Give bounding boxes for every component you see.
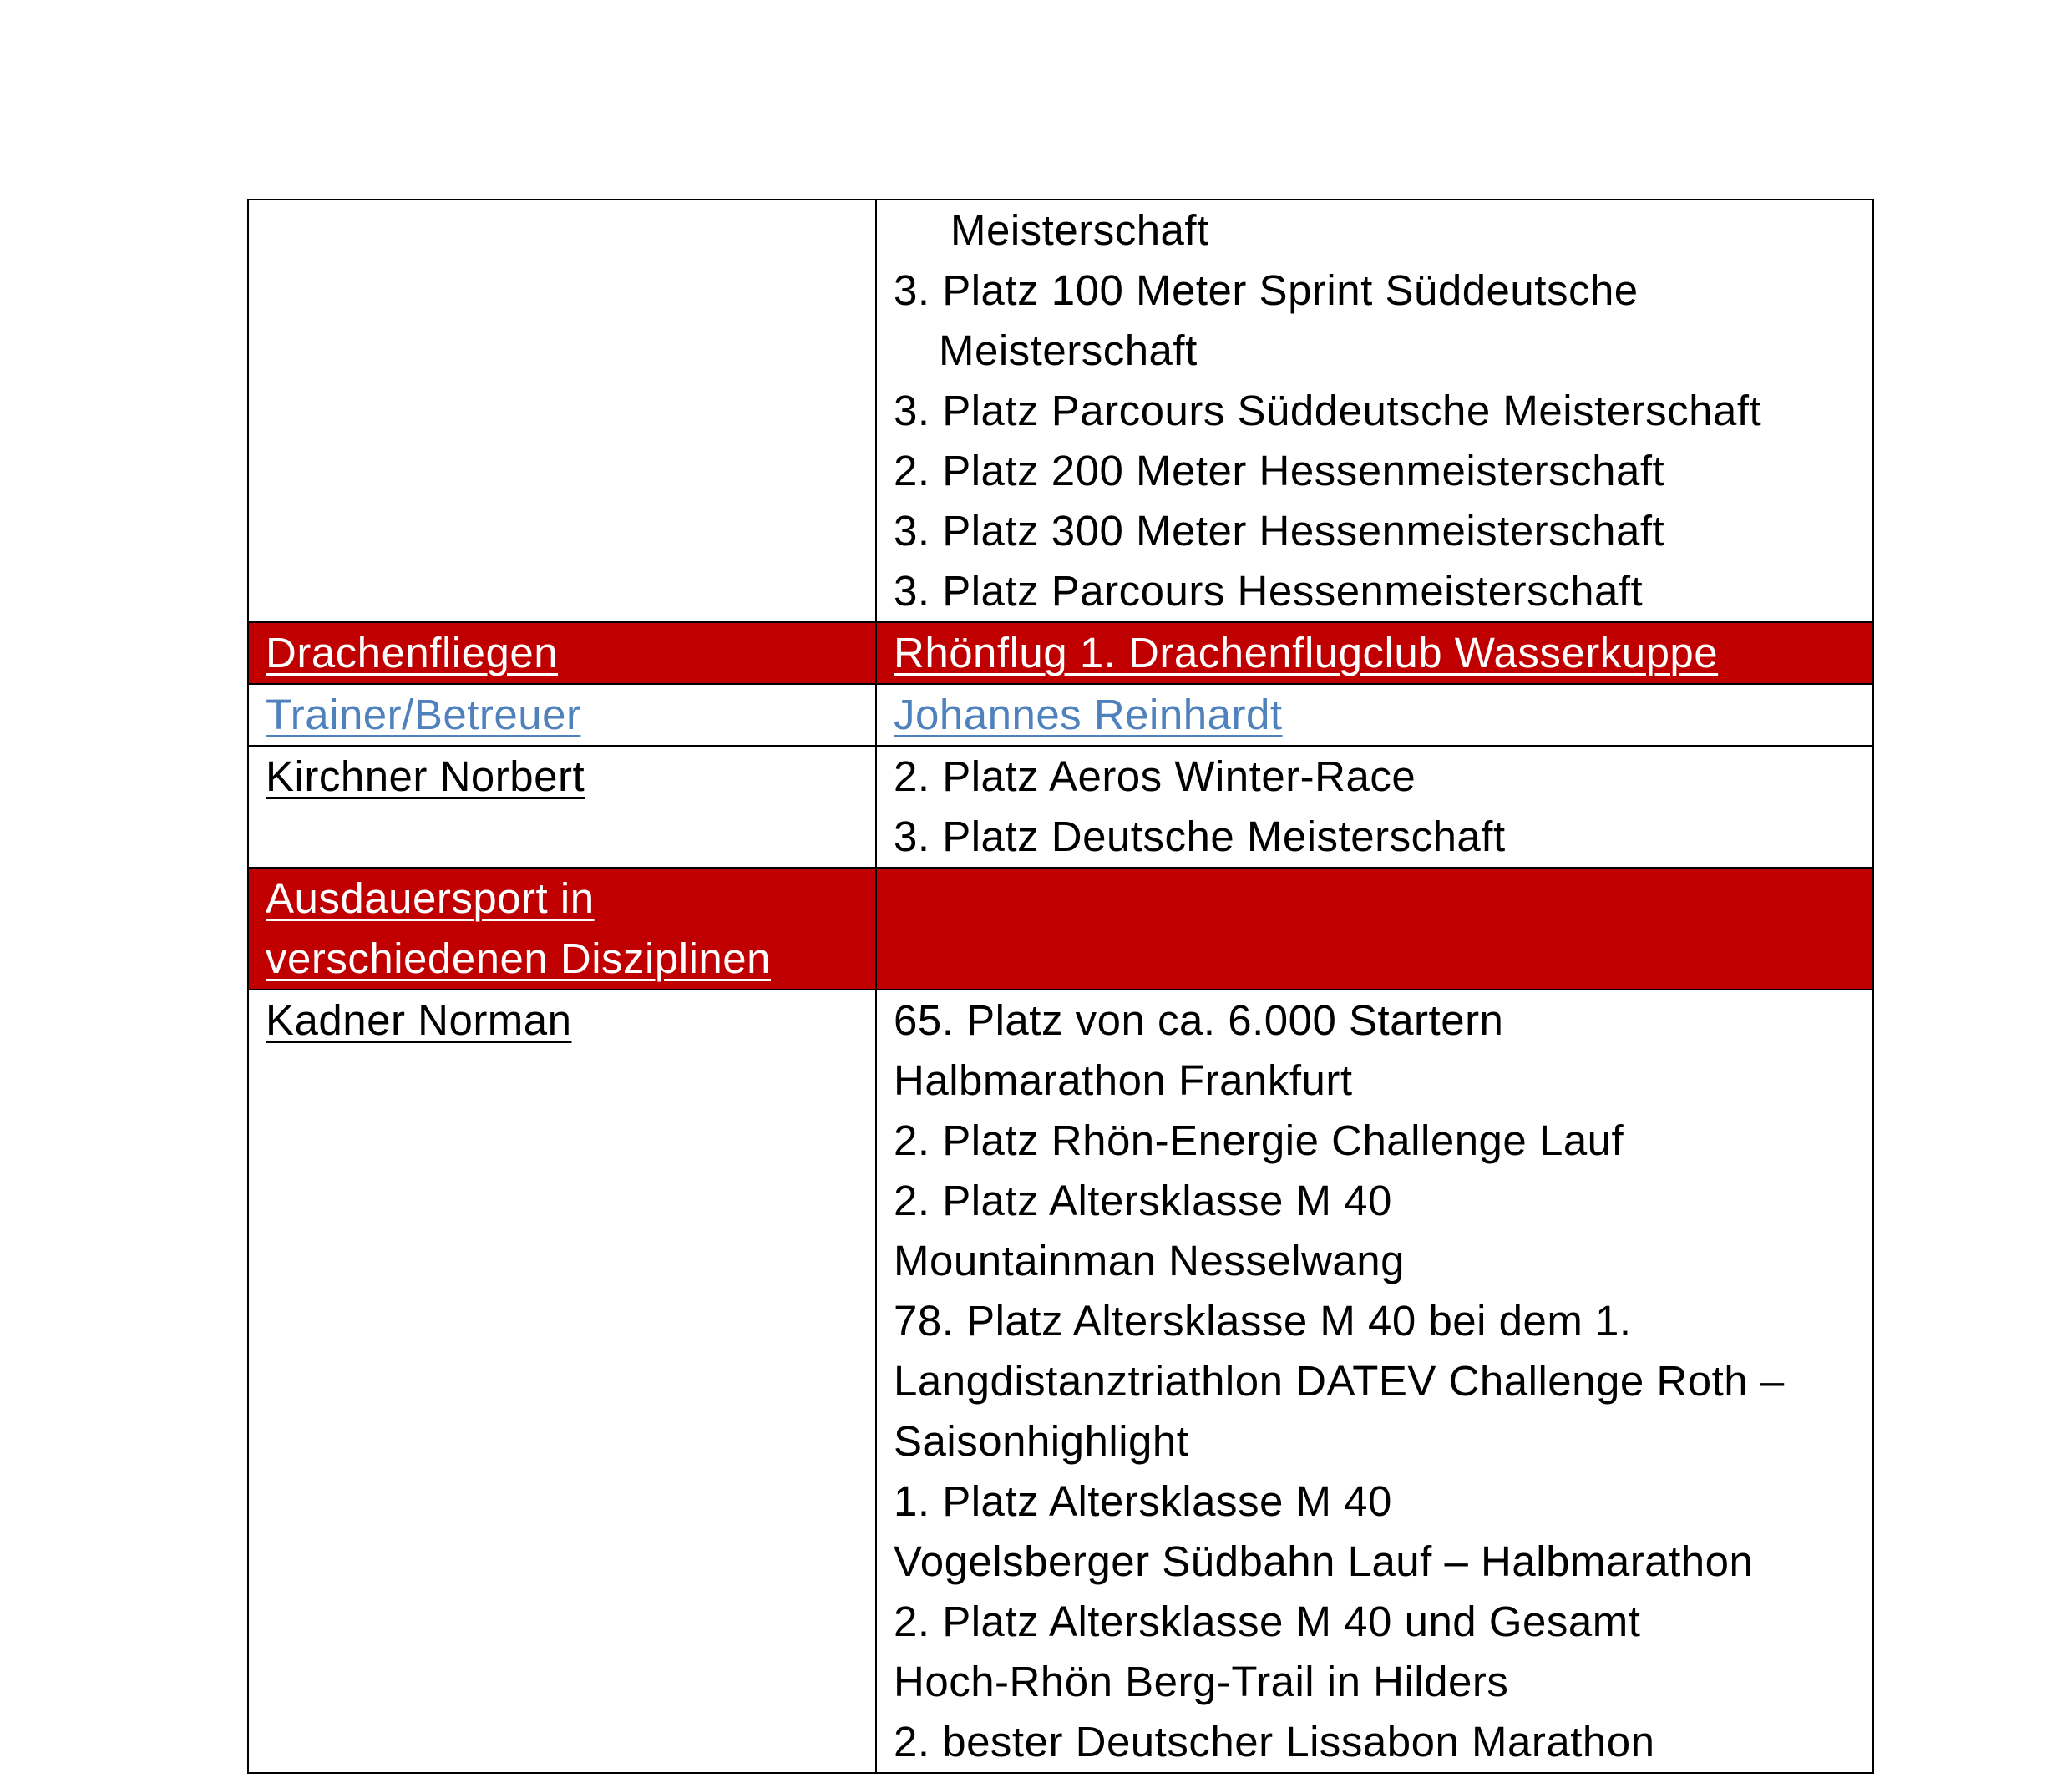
results-table <box>247 199 1874 1774</box>
result-line: 3. Platz Parcours Hessenmeisterschaft <box>894 567 1644 615</box>
result-line: 2. bester Deutscher Lissabon Marathon <box>894 1718 1655 1765</box>
right-cell <box>876 990 1873 1773</box>
result-line: Vogelsberger Südbahn Lauf – Halbmarathon <box>894 1537 1754 1585</box>
result-line: Mountainman Nesselwang <box>894 1237 1405 1284</box>
trainer-name-link[interactable]: Johannes Reinhardt <box>894 691 1283 738</box>
category-drachenfliegen: Drachenfliegen <box>266 629 559 676</box>
result-line: 3. Platz 100 Meter Sprint Süddeutsche <box>894 266 1639 314</box>
table-row <box>248 746 1873 868</box>
result-line: 1. Platz Altersklasse M 40 <box>894 1477 1392 1525</box>
event-title: Rhönflug 1. Drachenflugclub Wasserkuppe <box>894 629 1719 676</box>
left-cell <box>248 684 876 746</box>
category-ausdauersport: verschiedenen Disziplinen <box>266 935 772 982</box>
athlete-name: Kirchner Norbert <box>266 752 585 800</box>
result-line: Halbmarathon Frankfurt <box>894 1056 1353 1104</box>
category-cell <box>248 622 876 684</box>
right-cell <box>876 684 1873 746</box>
result-line: 2. Platz Rhön-Energie Challenge Lauf <box>894 1117 1624 1164</box>
trainer-label-link[interactable]: Trainer/Betreuer <box>266 691 581 738</box>
right-cell <box>876 746 1873 868</box>
right-cell <box>876 200 1873 622</box>
result-line: 3. Platz Deutsche Meisterschaft <box>894 813 1506 860</box>
result-line: Saisonhighlight <box>894 1417 1189 1465</box>
result-line: 2. Platz Altersklasse M 40 <box>894 1177 1392 1224</box>
result-line: Meisterschaft <box>950 206 1209 254</box>
category-header-row <box>248 622 1873 684</box>
trainer-row <box>248 684 1873 746</box>
table-row <box>248 200 1873 622</box>
left-cell <box>248 200 876 622</box>
result-line: Hoch-Rhön Berg-Trail in Hilders <box>894 1658 1509 1705</box>
category-header-row <box>248 868 1873 990</box>
athlete-name: Kadner Norman <box>266 996 572 1044</box>
table-row <box>248 990 1873 1773</box>
left-cell <box>248 990 876 1773</box>
result-line: 2. Platz 200 Meter Hessenmeisterschaft <box>894 447 1665 494</box>
result-line: Langdistanztriathlon DATEV Challenge Roth – <box>894 1357 1785 1405</box>
result-line: 2. Platz Altersklasse M 40 und Gesamt <box>894 1598 1641 1645</box>
left-cell <box>248 746 876 868</box>
result-line: 2. Platz Aeros Winter-Race <box>894 752 1416 800</box>
result-line: 3. Platz 300 Meter Hessenmeisterschaft <box>894 507 1665 555</box>
result-line: 78. Platz Altersklasse M 40 bei dem 1. <box>894 1297 1632 1345</box>
result-line: 65. Platz von ca. 6.000 Startern <box>894 996 1504 1044</box>
result-line: Meisterschaft <box>939 327 1198 374</box>
category-ausdauersport: Ausdauersport in <box>266 874 595 922</box>
category-cell <box>248 868 876 990</box>
event-cell <box>876 868 1873 990</box>
result-line: 3. Platz Parcours Süddeutsche Meisterschaft <box>894 387 1762 434</box>
event-cell <box>876 622 1873 684</box>
